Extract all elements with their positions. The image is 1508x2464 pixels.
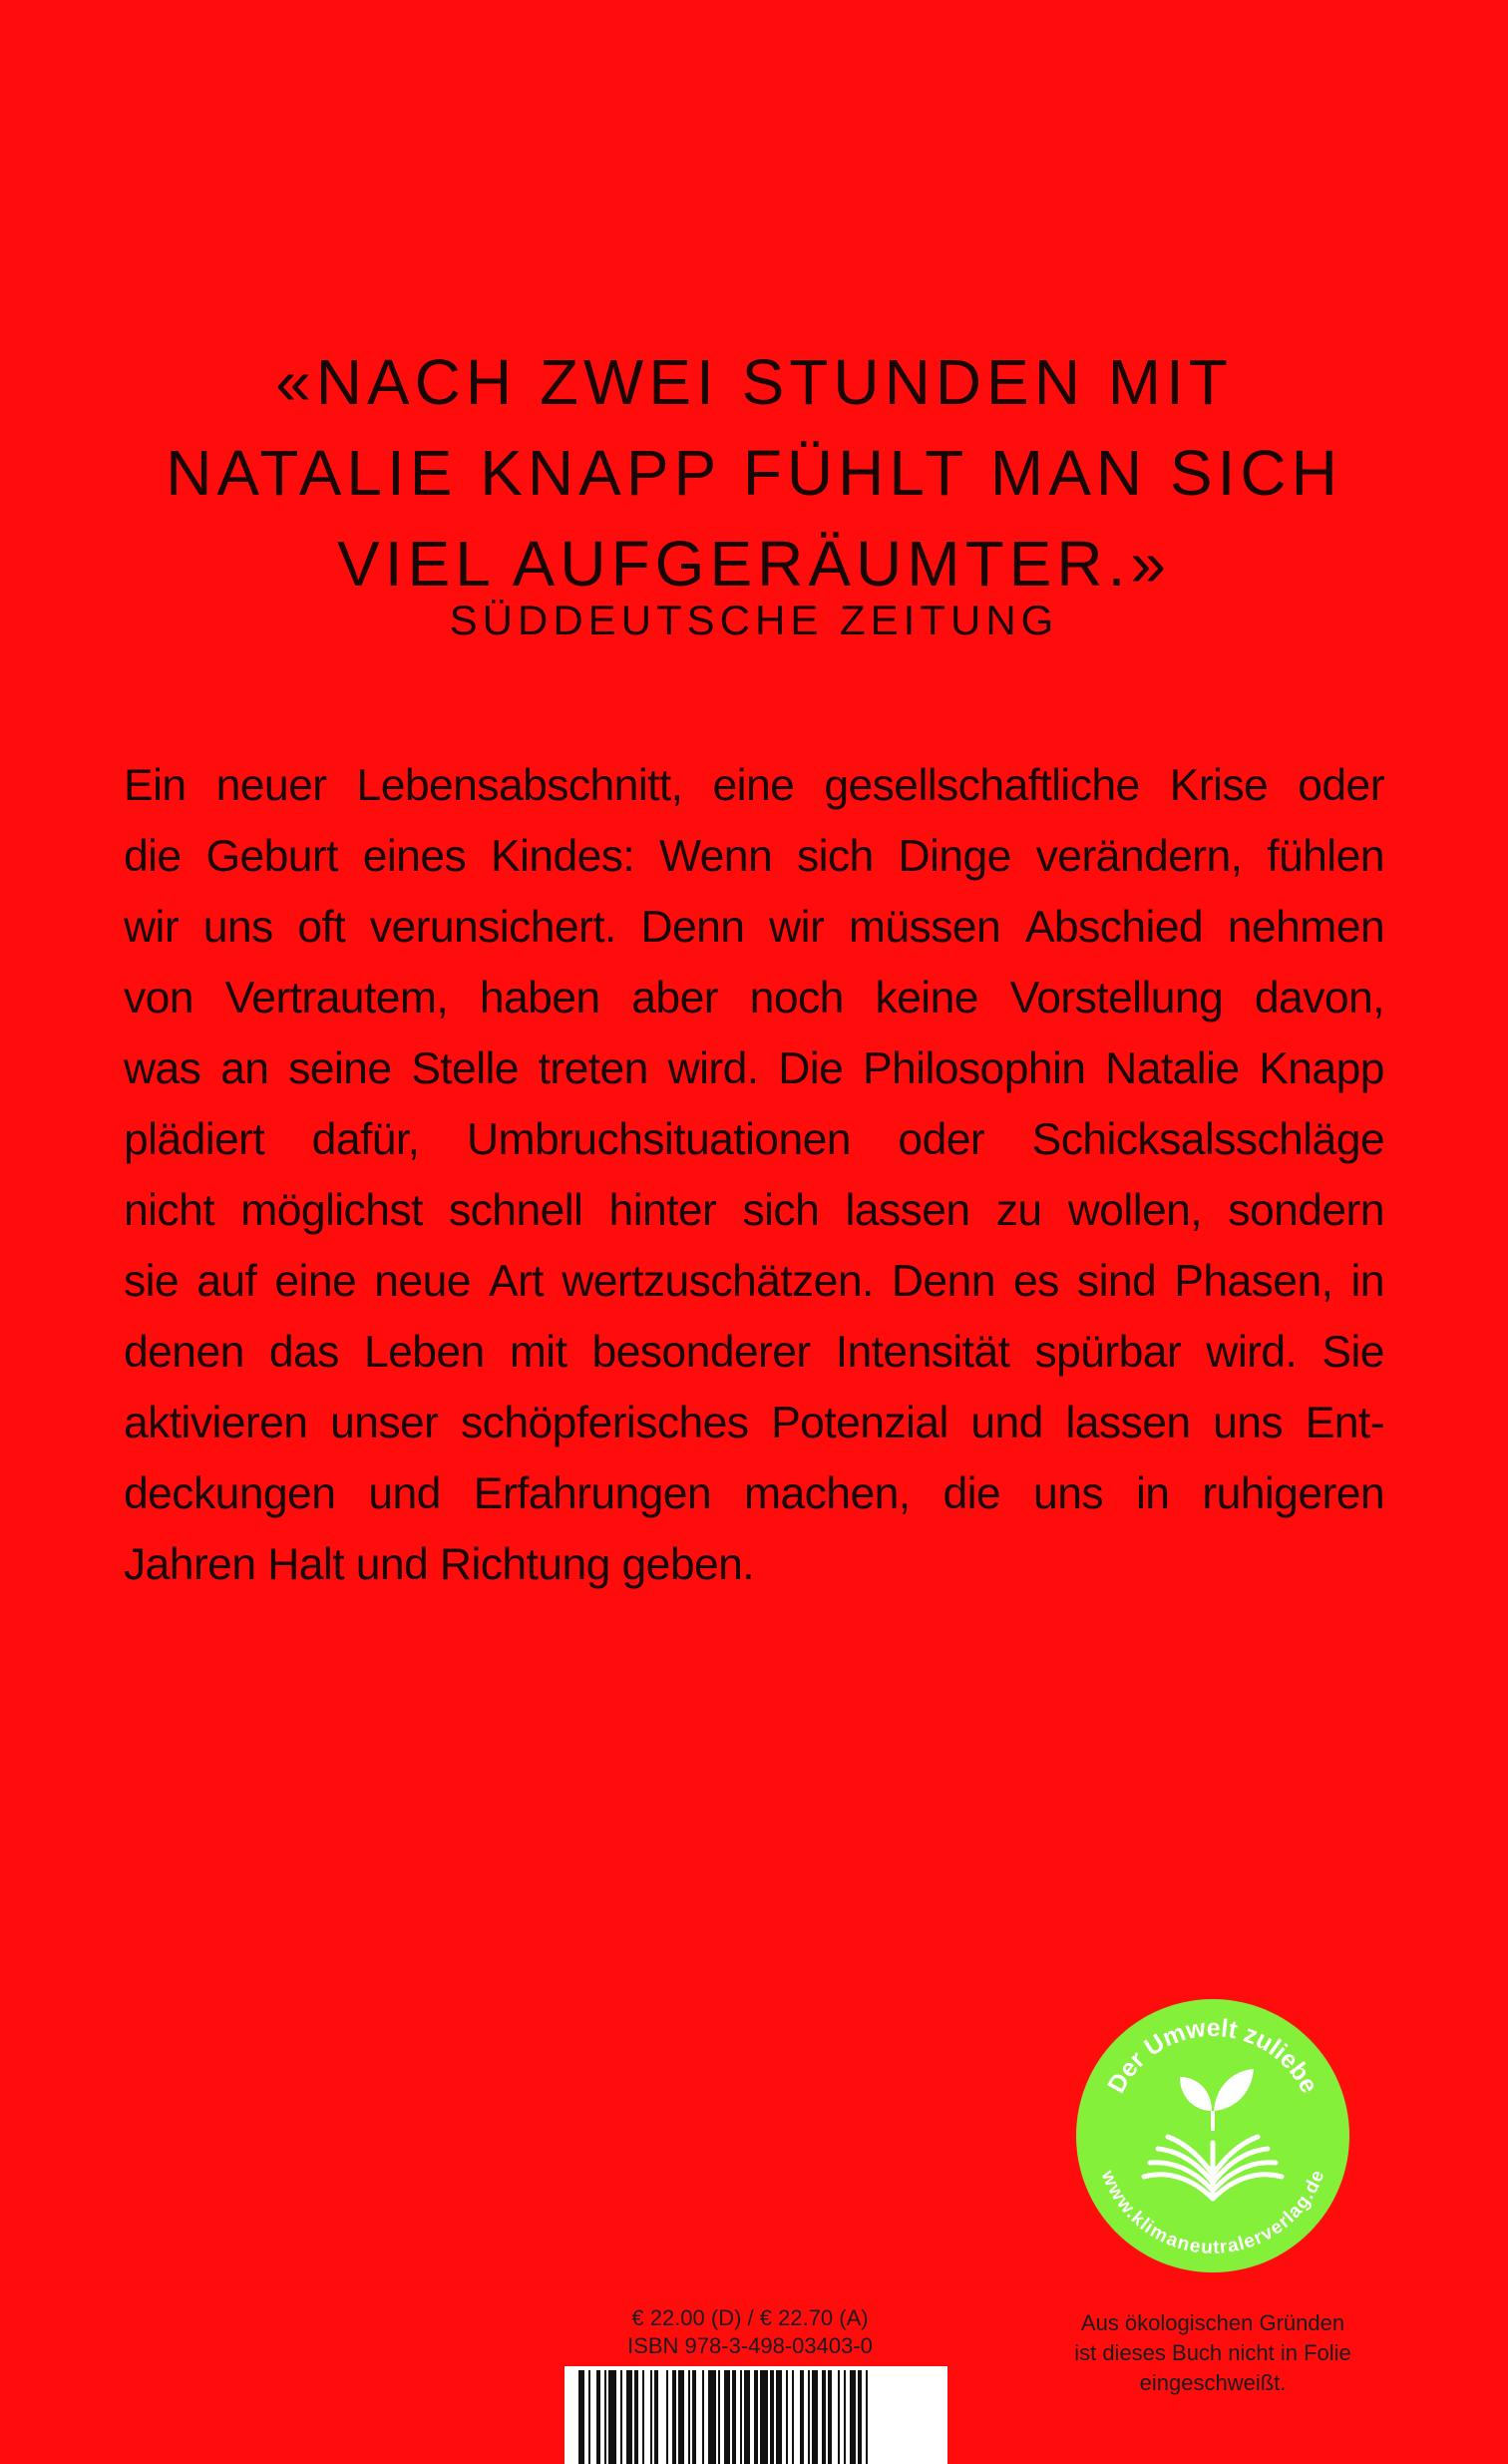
price-text: € 22.00 (D) / € 22.70 (A)	[631, 2305, 869, 2330]
barcode-bar	[740, 2370, 742, 2464]
barcode-bar	[866, 2370, 868, 2464]
blurb-line: nicht möglichst schnell hinter sich lassen zu wollen, sondern	[124, 1186, 1384, 1235]
barcode-bar	[634, 2370, 638, 2464]
barcode-bar	[672, 2370, 676, 2464]
isbn-text: ISBN 978-3-498-03403-0	[627, 2333, 873, 2358]
note-line: ist dieses Buch nicht in Folie	[1074, 2340, 1351, 2365]
barcode-bar	[822, 2370, 826, 2464]
barcode-bar	[724, 2370, 730, 2464]
note-line: eingeschweißt.	[1139, 2370, 1287, 2395]
blurb-line: plädiert dafür, Umbruchsituationen oder Schicksalsschläge	[124, 1115, 1384, 1164]
barcode-bar	[770, 2370, 774, 2464]
barcode-bar	[808, 2370, 810, 2464]
barcode-bar	[678, 2370, 684, 2464]
blurb-line: denen das Leben mit besonderer Intensität spürbar wird. Sie	[124, 1328, 1384, 1377]
barcode-bar	[812, 2370, 818, 2464]
barcode-bar	[732, 2370, 736, 2464]
barcode-bar	[760, 2370, 768, 2464]
barcode-bar	[744, 2370, 750, 2464]
cover-quote	[0, 337, 1508, 610]
barcode-bar	[642, 2370, 644, 2464]
svg-text:Der Umwelt zuliebe	[1102, 2014, 1323, 2098]
barcode-bar	[650, 2370, 652, 2464]
blurb-line: was an seine Stelle treten wird. Die Philosophin Natalie Knapp	[124, 1044, 1384, 1093]
barcode	[565, 2366, 947, 2464]
barcode-bar	[828, 2370, 832, 2464]
quote-line: NATALIE KNAPP FÜHLT MAN SICH	[166, 437, 1342, 509]
blurb-line: wir uns oft verunsichert. Denn wir müssen Abschied nehmen	[124, 903, 1384, 952]
blurb-line: Jahren Halt und Richtung geben.	[124, 1540, 755, 1589]
barcode-bar	[792, 2370, 794, 2464]
barcode-bar	[844, 2370, 846, 2464]
barcode-bar	[692, 2370, 696, 2464]
barcode-bar	[786, 2370, 788, 2464]
barcode-bar	[608, 2370, 616, 2464]
note-line: Aus ökologischen Gründen	[1080, 2310, 1345, 2335]
blurb-text	[124, 750, 1384, 1600]
blurb-line: die Geburt eines Kindes: Wenn sich Dinge verändern, fühlen	[124, 832, 1384, 881]
barcode-bar	[838, 2370, 840, 2464]
barcode-bar	[754, 2370, 758, 2464]
barcode-bar	[776, 2370, 782, 2464]
blurb-line: deckungen und Erfahrungen machen, die uns in ruhigeren	[124, 1469, 1384, 1518]
barcode-graphic	[565, 2366, 947, 2464]
price-info	[590, 2304, 910, 2360]
barcode-bar	[578, 2370, 584, 2464]
badge-bottom-text: www.klimaneutralerverlag.de	[1096, 2167, 1329, 2259]
barcode-bar	[708, 2370, 716, 2464]
eco-badge	[1076, 1999, 1349, 2272]
barcode-bar	[688, 2370, 690, 2464]
blurb-line: Ein neuer Lebensabschnitt, eine gesellschaftliche Krise oder	[124, 761, 1384, 810]
barcode-bar	[666, 2370, 668, 2464]
quote-line: VIEL AUFGERÄUMTER.»	[337, 528, 1171, 600]
quote-line: «NACH ZWEI STUNDEN MIT	[275, 346, 1233, 418]
barcode-bar	[702, 2370, 704, 2464]
blurb-line: sie auf eine neue Art wertzuschätzen. Denn es sind Phasen, in	[124, 1257, 1384, 1306]
barcode-bar	[596, 2370, 600, 2464]
badge-top-text: Der Umwelt zuliebe	[1102, 2013, 1323, 2098]
barcode-bar	[858, 2370, 862, 2464]
barcode-bar	[620, 2370, 622, 2464]
blurb-line: aktivieren unser schöpferisches Potenzial und lassen uns Ent-	[124, 1399, 1384, 1447]
barcode-bar	[718, 2370, 720, 2464]
blurb-line: von Vertrautem, haben aber noch keine Vorstellung davon,	[124, 974, 1384, 1023]
book-leaf-icon	[1076, 1999, 1349, 2272]
barcode-bar	[588, 2370, 590, 2464]
barcode-bar	[654, 2370, 658, 2464]
barcode-bar	[850, 2370, 856, 2464]
eco-note	[1043, 2308, 1382, 2398]
quote-source: SÜDDEUTSCHE ZEITUNG	[449, 597, 1059, 643]
barcode-bar	[604, 2370, 606, 2464]
barcode-bar	[626, 2370, 632, 2464]
barcode-bar	[800, 2370, 804, 2464]
